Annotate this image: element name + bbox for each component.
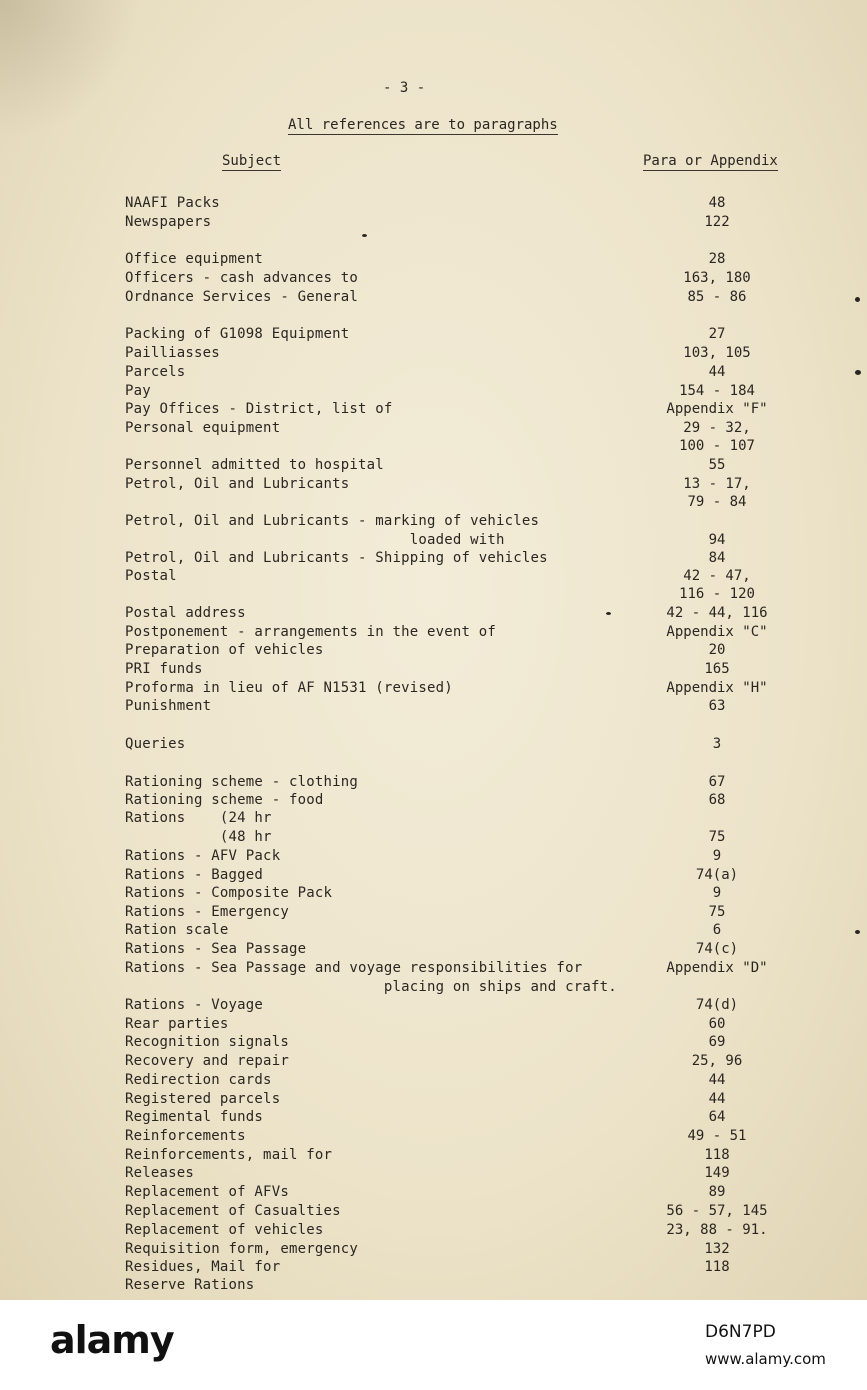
entry-reference: Appendix "D" bbox=[666, 960, 768, 976]
entry-reference: 68 bbox=[708, 792, 726, 808]
entry-subject: Rations - Bagged bbox=[125, 867, 264, 883]
entry-subject: Parcels bbox=[125, 364, 186, 380]
entry-subject: Punishment bbox=[125, 698, 212, 714]
entry-reference: 79 - 84 bbox=[687, 494, 747, 510]
entry-subject: Replacement of AFVs bbox=[125, 1184, 289, 1200]
entry-reference: Appendix "F" bbox=[666, 401, 768, 417]
entry-reference: 154 - 184 bbox=[679, 383, 755, 399]
entry-reference: 132 bbox=[704, 1241, 730, 1257]
entry-subject: Officers - cash advances to bbox=[125, 270, 358, 286]
entry-reference: 9 bbox=[712, 885, 722, 901]
entry-reference: 122 bbox=[704, 214, 730, 230]
entry-reference: 23, 88 - 91. bbox=[666, 1222, 768, 1238]
entry-reference: 67 bbox=[708, 774, 726, 790]
entry-subject: Preparation of vehicles bbox=[125, 642, 324, 658]
entry-subject: Postponement - arrangements in the event of bbox=[125, 624, 497, 640]
entry-reference: 63 bbox=[708, 698, 726, 714]
entry-subject: Rear parties bbox=[125, 1016, 229, 1032]
reference-column-header: Para or Appendix bbox=[643, 153, 778, 169]
entry-reference: 6 bbox=[712, 922, 722, 938]
entry-reference: Appendix "C" bbox=[666, 624, 768, 640]
stock-footer bbox=[0, 1300, 867, 1390]
entry-subject: Requisition form, emergency bbox=[125, 1241, 358, 1257]
entry-subject: Rations - Emergency bbox=[125, 904, 289, 920]
entry-reference: 29 - 32, bbox=[683, 420, 751, 436]
entry-reference: 42 - 47, bbox=[683, 568, 751, 584]
entry-reference: 74(d) bbox=[695, 997, 739, 1013]
entry-subject: Redirection cards bbox=[125, 1072, 272, 1088]
entry-subject: Petrol, Oil and Lubricants - marking of vehicles bbox=[125, 513, 540, 529]
entry-subject: Rationing scheme - clothing bbox=[125, 774, 358, 790]
entry-subject: Releases bbox=[125, 1165, 195, 1181]
ink-speck bbox=[855, 297, 860, 302]
entry-reference: 85 - 86 bbox=[687, 289, 747, 305]
ink-speck bbox=[855, 370, 861, 375]
entry-subject: Newspapers bbox=[125, 214, 212, 230]
entry-reference: 165 bbox=[704, 661, 730, 677]
entry-subject: Reinforcements, mail for bbox=[125, 1147, 333, 1163]
entry-reference: Appendix "H" bbox=[666, 680, 768, 696]
entry-subject: Petrol, Oil and Lubricants bbox=[125, 476, 350, 492]
entry-subject: Pay bbox=[125, 383, 151, 399]
entry-subject: Recovery and repair bbox=[125, 1053, 289, 1069]
entry-subject: NAAFI Packs bbox=[125, 195, 220, 211]
entry-reference: 27 bbox=[708, 326, 726, 342]
entry-reference: 74(c) bbox=[695, 941, 739, 957]
entry-subject: Rations - Sea Passage and voyage responsibilities for bbox=[125, 960, 583, 976]
entry-reference: 44 bbox=[708, 364, 726, 380]
entry-reference: 116 - 120 bbox=[679, 586, 755, 602]
entry-subject: Pay Offices - District, list of bbox=[125, 401, 393, 417]
entry-reference: 75 bbox=[708, 904, 726, 920]
entry-reference: 75 bbox=[708, 829, 726, 845]
page-number: - 3 - bbox=[383, 80, 426, 96]
alamy-logo: alamy bbox=[50, 1318, 174, 1362]
entry-reference: 56 - 57, 145 bbox=[666, 1203, 768, 1219]
entry-reference: 84 bbox=[708, 550, 726, 566]
entry-subject: Ordnance Services - General bbox=[125, 289, 358, 305]
entry-subject: Packing of G1098 Equipment bbox=[125, 326, 350, 342]
entry-reference: 49 - 51 bbox=[687, 1128, 747, 1144]
entry-reference: 69 bbox=[708, 1034, 726, 1050]
entry-reference: 94 bbox=[708, 532, 726, 548]
entry-reference: 64 bbox=[708, 1109, 726, 1125]
entry-reference: 74(a) bbox=[695, 867, 739, 883]
entry-reference: 55 bbox=[708, 457, 726, 473]
entry-reference: 118 bbox=[704, 1259, 730, 1275]
entry-reference: 9 bbox=[712, 848, 722, 864]
references-note: All references are to paragraphs bbox=[288, 117, 558, 133]
entry-subject: Rations - Sea Passage bbox=[125, 941, 307, 957]
entry-reference: 42 - 44, 116 bbox=[666, 605, 768, 621]
entry-subject: (48 hr bbox=[125, 829, 272, 845]
entry-subject: Pailliasses bbox=[125, 345, 220, 361]
entry-subject: Queries bbox=[125, 736, 186, 752]
ink-speck bbox=[606, 612, 611, 615]
entry-subject: Rationing scheme - food bbox=[125, 792, 324, 808]
entry-subject: Office equipment bbox=[125, 251, 264, 267]
entry-subject: PRI funds bbox=[125, 661, 203, 677]
entry-subject: Reserve Rations bbox=[125, 1277, 255, 1293]
entry-reference: 149 bbox=[704, 1165, 730, 1181]
entry-subject: Residues, Mail for bbox=[125, 1259, 281, 1275]
entry-subject: Rations - Composite Pack bbox=[125, 885, 333, 901]
entry-subject: Petrol, Oil and Lubricants - Shipping of vehicles bbox=[125, 550, 548, 566]
entry-subject: Reinforcements bbox=[125, 1128, 246, 1144]
ink-speck bbox=[855, 930, 860, 934]
entry-reference: 163, 180 bbox=[683, 270, 751, 286]
subject-column-header: Subject bbox=[222, 153, 282, 169]
entry-reference: 20 bbox=[708, 642, 726, 658]
entry-subject: placing on ships and craft. bbox=[125, 979, 617, 995]
entry-reference: 44 bbox=[708, 1091, 726, 1107]
entry-reference: 13 - 17, bbox=[683, 476, 751, 492]
entry-reference: 48 bbox=[708, 195, 726, 211]
entry-subject: Rations - AFV Pack bbox=[125, 848, 281, 864]
entry-subject: Ration scale bbox=[125, 922, 229, 938]
site-url: www.alamy.com bbox=[705, 1350, 826, 1368]
entry-subject: Replacement of Casualties bbox=[125, 1203, 341, 1219]
entry-subject: Rations (24 hr bbox=[125, 810, 272, 826]
entry-subject: Personal equipment bbox=[125, 420, 281, 436]
entry-reference: 3 bbox=[712, 736, 722, 752]
entry-subject: loaded with bbox=[125, 532, 505, 548]
entry-reference: 89 bbox=[708, 1184, 726, 1200]
entry-subject: Replacement of vehicles bbox=[125, 1222, 324, 1238]
image-id: D6N7PD bbox=[705, 1322, 776, 1342]
entry-reference: 60 bbox=[708, 1016, 726, 1032]
entry-reference: 28 bbox=[708, 251, 726, 267]
entry-subject: Postal address bbox=[125, 605, 246, 621]
entry-reference: 118 bbox=[704, 1147, 730, 1163]
entry-subject: Regimental funds bbox=[125, 1109, 264, 1125]
ink-speck bbox=[362, 234, 367, 237]
entry-subject: Rations - Voyage bbox=[125, 997, 264, 1013]
entry-subject: Personnel admitted to hospital bbox=[125, 457, 384, 473]
entry-reference: 100 - 107 bbox=[679, 438, 755, 454]
entry-reference: 103, 105 bbox=[683, 345, 751, 361]
entry-reference: 25, 96 bbox=[691, 1053, 743, 1069]
entry-subject: Postal bbox=[125, 568, 177, 584]
entry-subject: Recognition signals bbox=[125, 1034, 289, 1050]
entry-reference: 44 bbox=[708, 1072, 726, 1088]
entry-subject: Registered parcels bbox=[125, 1091, 281, 1107]
entry-subject: Proforma in lieu of AF N1531 (revised) bbox=[125, 680, 453, 696]
